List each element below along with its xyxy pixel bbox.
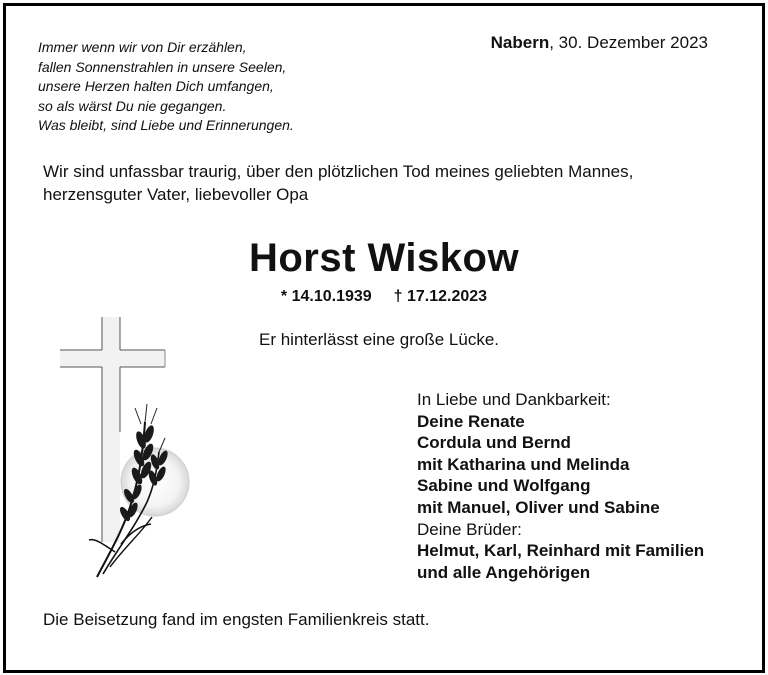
mourners-line: mit Manuel, Oliver und Sabine: [417, 497, 660, 517]
intro-line: herzensguter Vater, liebevoller Opa: [43, 185, 309, 204]
poem-line: Was bleibt, sind Liebe und Erinnerungen.: [38, 117, 294, 133]
place-date: , 30. Dezember 2023: [549, 33, 708, 52]
mourners-list: [417, 389, 704, 583]
burial-note: Die Beisetzung fand im engsten Familienkreis statt.: [43, 610, 430, 629]
mourners-line: Helmut, Karl, Reinhard mit Familien: [417, 541, 705, 561]
poem-line: fallen Sonnenstrahlen in unsere Seelen,: [38, 58, 287, 75]
mourners-line: Sabine und Wolfgang: [417, 476, 591, 496]
intro-line: Wir sind unfassbar traurig, über den plötzlichen Tod meines geliebten Mannes,: [43, 162, 634, 181]
mourners-line: Cordula und Bernd: [417, 433, 571, 453]
life-dates: [0, 288, 768, 306]
birth-date: * 14.10.1939: [280, 288, 372, 305]
memorial-poem: [38, 38, 294, 136]
intro-text: [43, 160, 633, 206]
mourners-line: In Liebe und Dankbarkeit:: [417, 390, 611, 409]
place-and-date: [491, 33, 708, 53]
mourners-line: mit Katharina und Melinda: [417, 454, 630, 474]
poem-line: unsere Herzen halten Dich umfangen,: [38, 78, 274, 94]
mourners-line: und alle Angehörigen: [417, 562, 591, 582]
mourners-line: Deine Renate: [417, 411, 525, 431]
gap-statement: Er hinterlässt eine große Lücke.: [259, 330, 500, 349]
poem-line: so als wärst Du nie gegangen.: [38, 97, 227, 114]
mourners-line: Deine Brüder:: [417, 519, 522, 539]
death-date: † 17.12.2023: [393, 288, 488, 305]
place-town: Nabern: [490, 33, 550, 52]
cross-with-wheat-icon: [55, 312, 195, 587]
poem-line: Immer wenn wir von Dir erzählen,: [38, 39, 247, 55]
deceased-name: Horst Wiskow: [248, 236, 520, 280]
